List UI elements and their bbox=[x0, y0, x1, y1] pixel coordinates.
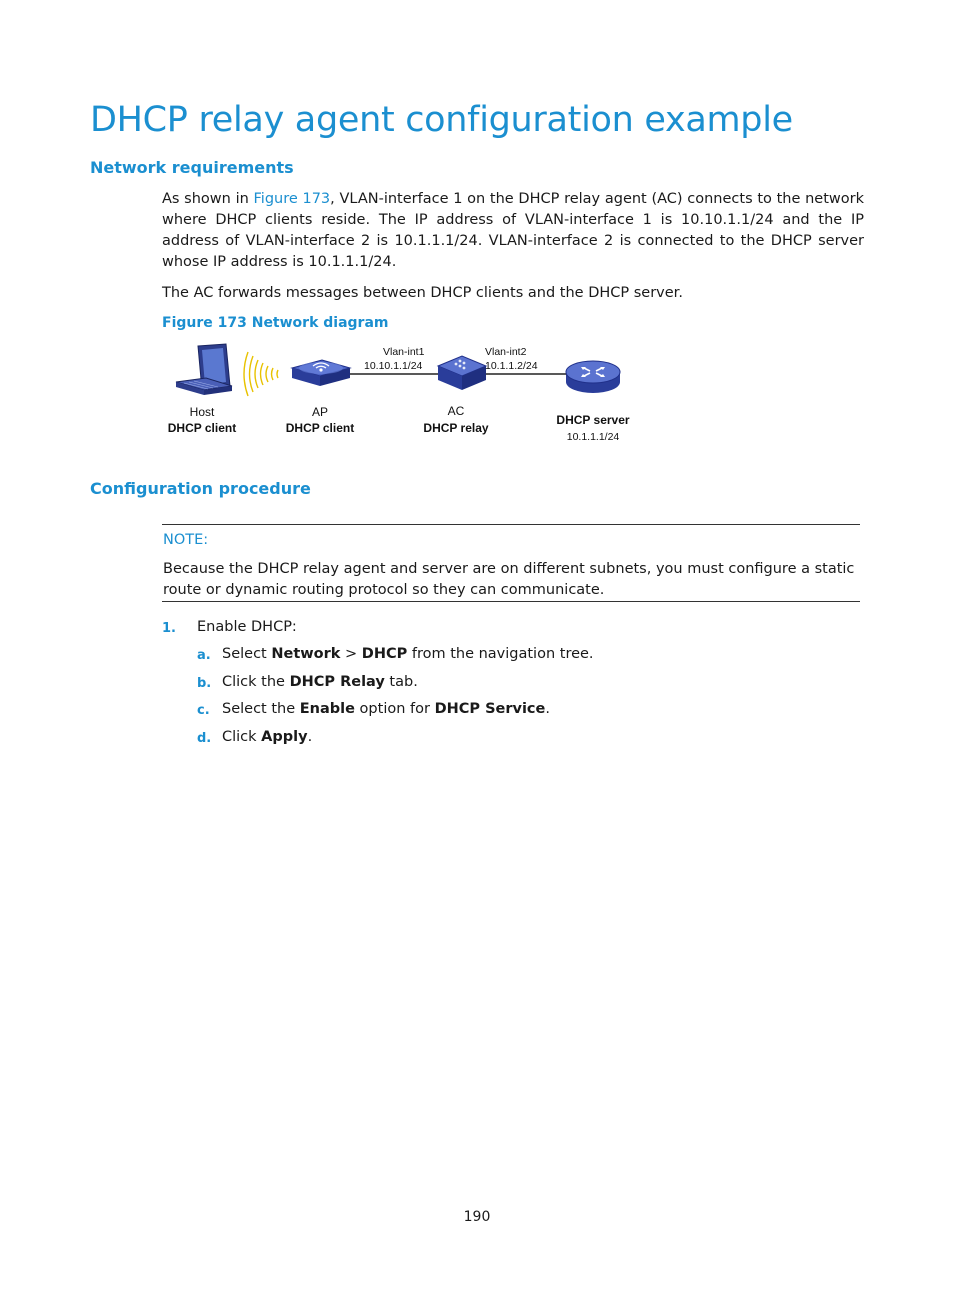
forwarding-paragraph: The AC forwards messages between DHCP clients and the DHCP server. bbox=[162, 285, 683, 301]
step-1d-post: . bbox=[307, 729, 313, 745]
step-1d-letter: d. bbox=[197, 731, 212, 746]
step-1d-pre: Click bbox=[222, 729, 262, 745]
note-text: Because the DHCP relay agent and server are on different subnets, you must configure a static route or dynamic routing protocol so they can communicate. bbox=[163, 561, 855, 598]
step-1c-post: . bbox=[545, 701, 550, 717]
step-1a-post: from the navigation tree. bbox=[407, 646, 594, 662]
ac-interface2-ip: 10.1.1.2/24 bbox=[485, 360, 538, 372]
dhcp-server-icon bbox=[566, 361, 620, 393]
host-role-label: DHCP client bbox=[167, 421, 237, 435]
server-role-label: DHCP server bbox=[556, 413, 630, 427]
tab-dhcp-relay: DHCP Relay bbox=[289, 674, 385, 690]
nav-dhcp: DHCP bbox=[361, 646, 408, 662]
page-title: DHCP relay agent configuration example bbox=[90, 100, 793, 140]
figure-caption: Figure 173 Network diagram bbox=[162, 315, 389, 331]
note-bottom-divider bbox=[162, 601, 860, 602]
step-1b-post: tab. bbox=[384, 674, 418, 690]
access-controller-icon bbox=[438, 356, 486, 390]
step-1-number: 1. bbox=[162, 621, 176, 636]
step-1b-text bbox=[222, 674, 418, 690]
field-dhcp-service: DHCP Service bbox=[434, 701, 546, 717]
step-1b-letter: b. bbox=[197, 676, 212, 691]
step-1a-letter: a. bbox=[197, 648, 211, 663]
section-heading-configuration-procedure: Configuration procedure bbox=[90, 479, 311, 498]
ap-label: AP bbox=[311, 405, 329, 419]
step-1c-mid: option for bbox=[354, 701, 435, 717]
network-diagram bbox=[160, 340, 650, 450]
wireless-signal-icon bbox=[244, 352, 278, 396]
page-number: 190 bbox=[463, 1209, 491, 1225]
ac-label: AC bbox=[447, 404, 465, 418]
laptop-icon bbox=[176, 344, 232, 395]
step-1-text: Enable DHCP: bbox=[197, 619, 297, 635]
ac-interface1-ip: 10.10.1.1/24 bbox=[364, 360, 423, 372]
host-label: Host bbox=[189, 405, 215, 419]
apply-button-label: Apply bbox=[261, 729, 308, 745]
note-label: NOTE: bbox=[163, 532, 209, 548]
step-1a-separator: > bbox=[340, 646, 362, 662]
step-1c-letter: c. bbox=[197, 703, 210, 718]
step-1c-text bbox=[222, 701, 550, 717]
step-1c-pre: Select the bbox=[222, 701, 300, 717]
figure-link[interactable]: Figure 173 bbox=[253, 191, 331, 207]
ap-role-label: DHCP client bbox=[285, 421, 355, 435]
option-enable: Enable bbox=[299, 701, 355, 717]
ac-interface1-name: Vlan-int1 bbox=[383, 346, 425, 358]
note-top-divider bbox=[162, 524, 860, 525]
nav-network: Network bbox=[271, 646, 341, 662]
step-1b-pre: Click the bbox=[222, 674, 290, 690]
intro-text-prefix: As shown in bbox=[162, 191, 254, 207]
ac-interface2-name: Vlan-int2 bbox=[485, 346, 527, 358]
access-point-icon bbox=[292, 360, 350, 386]
intro-text-rest: , VLAN-interface 1 on the DHCP relay agent (AC) connects to the network where DHCP clients reside. The IP address of VLAN-interface 1 is 10.10.1.1/24 and the IP address of VLAN-interface 2 is 10.1.1.1/24. VLAN-interface 2 is connected to the DHCP server whose IP address is 10.1.1.1/24. bbox=[162, 191, 865, 270]
server-ip-label: 10.1.1.1/24 bbox=[566, 431, 620, 443]
step-1d-text bbox=[222, 729, 312, 745]
intro-paragraph bbox=[162, 189, 864, 273]
section-heading-network-requirements: Network requirements bbox=[90, 158, 294, 177]
ac-role-label: DHCP relay bbox=[423, 421, 489, 435]
step-1a-text bbox=[222, 646, 594, 662]
step-1a-pre: Select bbox=[222, 646, 272, 662]
